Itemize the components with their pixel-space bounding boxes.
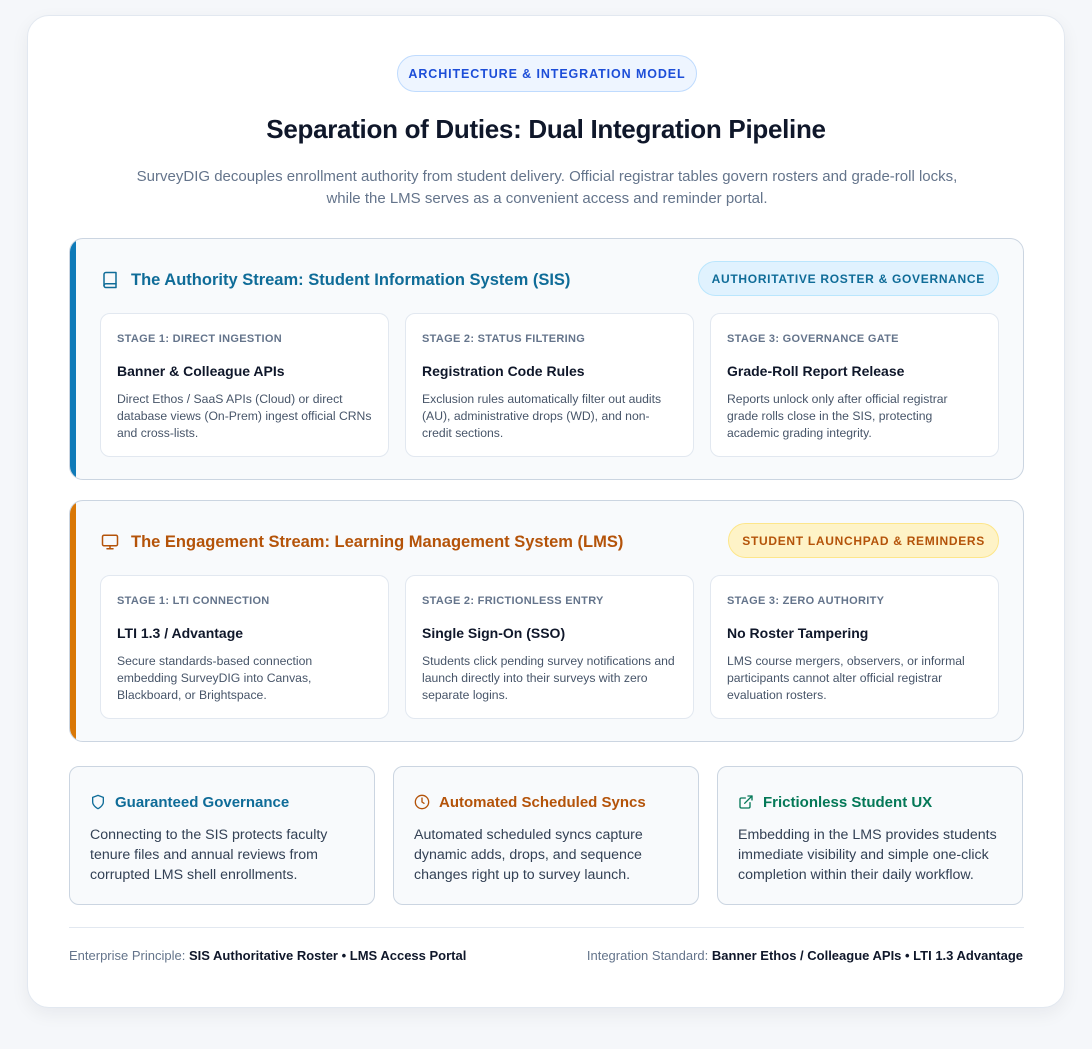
stage-description: Secure standards-based connection embedding SurveyDIG into Canvas, Blackboard, or Brightspace. [117,654,313,702]
engagement-stream-badge: STUDENT LAUNCHPAD & REMINDERS [728,523,999,558]
benefit-title: Guaranteed Governance [115,793,290,811]
stage-name: Registration Code Rules [422,363,585,379]
authority-stream-header [101,269,570,291]
authority-stream-title: The Authority Stream: Student Information System (SIS) [131,270,571,289]
stage-label: STAGE 2: FRICTIONLESS ENTRY [422,595,604,607]
stage-label: STAGE 2: STATUS FILTERING [422,333,586,345]
stage-name: Banner & Colleague APIs [117,363,285,379]
benefit-title: Frictionless Student UX [763,793,933,811]
lms-stage-2-card [405,575,694,719]
monitor-icon [101,533,119,551]
stage-name: Single Sign-On (SSO) [422,625,566,641]
page-title: Separation of Duties: Dual Integration Pipeline [266,114,826,144]
stage-name: No Roster Tampering [727,625,869,641]
footer-left-label: Enterprise Principle: [69,948,186,963]
benefit-text: Automated scheduled syncs capture dynamic adds, drops, and sequence changes right up to survey launch. [414,827,643,883]
stage-description: Direct Ethos / SaaS APIs (Cloud) or direct database views (On-Prem) ingest official CRNs and cross-lists. [117,392,372,440]
stage-description: LMS course mergers, observers, or informal participants cannot alter official registrar evaluation rosters. [727,654,965,702]
benefit-card-student-ux [717,766,1023,905]
stage-label: STAGE 1: LTI CONNECTION [117,595,270,607]
stage-description: Reports unlock only after official registrar grade rolls close in the SIS, protecting academic grading integrity. [727,392,948,440]
sis-stage-2-card [405,313,694,457]
footer-left [69,948,466,963]
benefit-text: Embedding in the LMS provides students immediate visibility and simple one-click completion within their daily workflow. [738,827,997,883]
benefit-card-governance [69,766,375,905]
stage-label: STAGE 1: DIRECT INGESTION [117,333,282,345]
footer-divider [69,927,1024,928]
benefit-header [738,792,1002,812]
benefit-text: Connecting to the SIS protects faculty tenure files and annual reviews from corrupted LMS shell enrollments. [90,827,328,883]
page-subtitle [108,166,986,210]
benefit-header [90,792,354,812]
engagement-stream-title: The Engagement Stream: Learning Management System (LMS) [131,532,624,551]
engagement-stream-accent-bar [70,501,76,741]
clock-icon [414,794,430,810]
stage-description: Students click pending survey notifications and launch directly into their surveys with zero separate logins. [422,654,675,702]
sis-stage-3-card [710,313,999,457]
footer-right-label: Integration Standard: [586,948,709,963]
benefit-title: Automated Scheduled Syncs [439,793,646,811]
external-link-icon [738,794,754,810]
stage-name: LTI 1.3 / Advantage [117,625,244,641]
lms-stage-3-card [710,575,999,719]
sis-stage-1-card [100,313,389,457]
footer-left-value: SIS Authoritative Roster • LMS Access Portal [188,948,467,963]
footer-right-value: Banner Ethos / Colleague APIs • LTI 1.3 Advantage [711,948,1023,963]
benefit-header [414,792,678,812]
section-pill: ARCHITECTURE & INTEGRATION MODEL [397,55,697,92]
authority-stream-badge: AUTHORITATIVE ROSTER & GOVERNANCE [698,261,999,296]
book-icon [101,271,119,289]
stage-label: STAGE 3: GOVERNANCE GATE [727,333,899,345]
engagement-stream-header [101,531,623,553]
stage-name: Grade-Roll Report Release [727,363,905,379]
main-card [27,15,1065,1008]
authority-stream-panel [69,238,1024,480]
shield-icon [90,794,106,810]
authority-stream-accent-bar [70,239,76,479]
stage-description: Exclusion rules automatically filter out audits (AU), administrative drops (WD), and non-credit sections. [422,392,662,440]
engagement-stream-panel [69,500,1024,742]
footer-right [587,948,1023,963]
lms-stage-1-card [100,575,389,719]
stage-label: STAGE 3: ZERO AUTHORITY [727,595,885,607]
subtitle-line-1: SurveyDIG decouples enrollment authority from student delivery. Official registrar tables govern rosters and grade-roll locks, [136,168,958,185]
benefit-card-syncs [393,766,699,905]
subtitle-line-2: while the LMS serves as a convenient access and reminder portal. [326,190,768,207]
